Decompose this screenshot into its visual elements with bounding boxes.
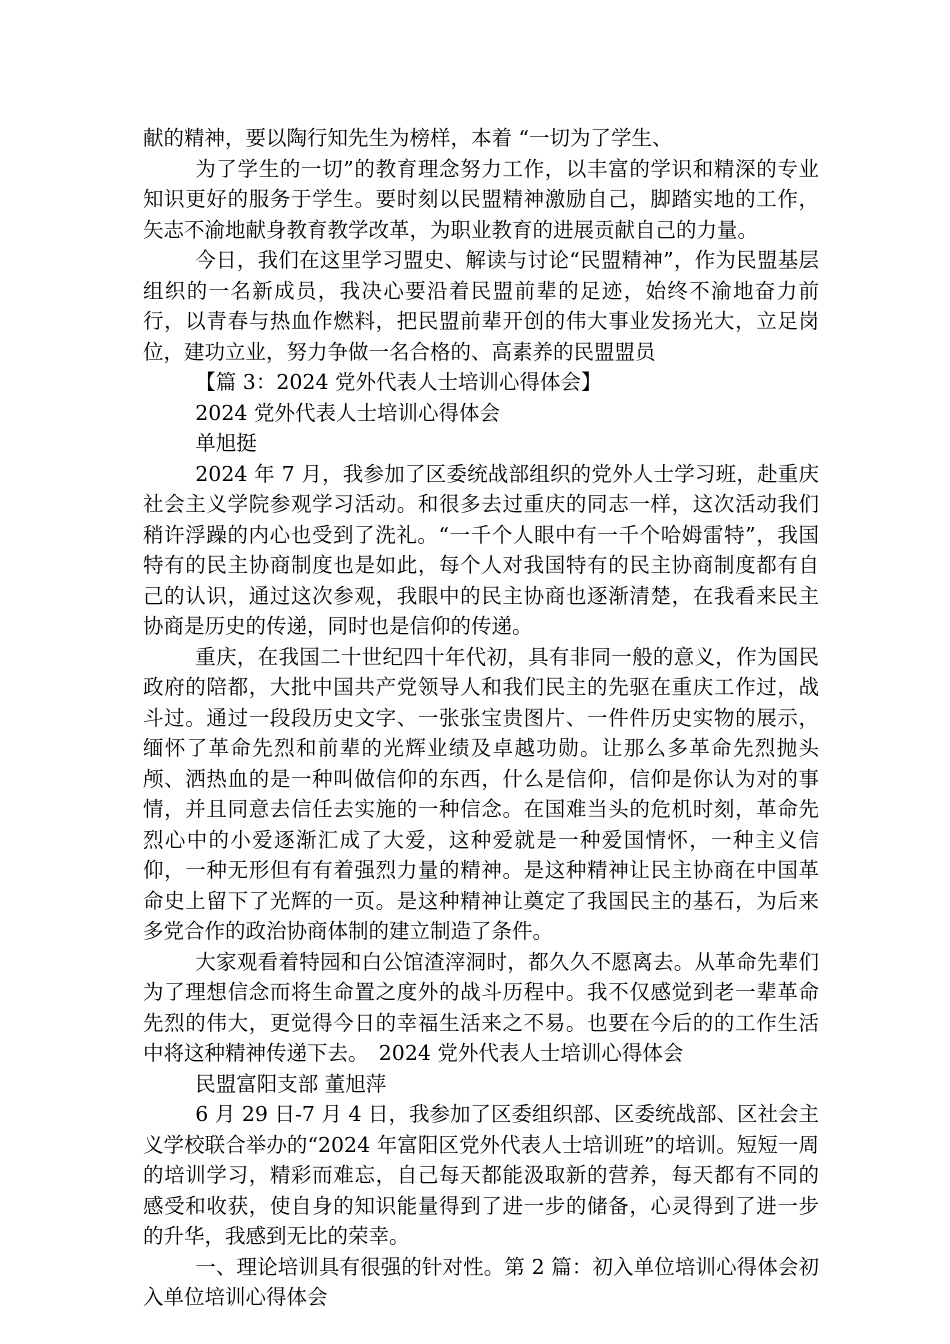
paragraph-continuation: 献的精神，要以陶行知先生为榜样，本着 “一切为了学生、 — [143, 126, 673, 150]
paragraph-league-spirit: 今日，我们在这里学习盟史、解读与讨论“民盟精神”，作为民盟基层组织的一名新成员，我决心要沿着民盟前辈的足迹，始终不渝地奋力前行，以青春与热血作燃料，把民盟前辈开创的伟大事业发扬光大，立足岗位，建功立业，努力争做一名合格的、高素养的民盟盟员 — [143, 248, 819, 364]
document-body — [143, 123, 819, 1313]
article-author-2: 民盟富阳支部 董旭萍 — [195, 1071, 387, 1096]
section-heading: 【篇 3：2024 党外代表人士培训心得体会】 — [195, 370, 602, 394]
paragraph-memorial-visit: 大家观看着特园和白公馆渣滓洞时，都久久不愿离去。从革命先辈们为了理想信念而将生命置之度外的战斗历程中。我不仅感觉到老一辈革命先烈的伟大，更觉得今日的幸福生活来之不易。也要在今后的的工作生活中将这种精神传递下去。 2024 党外代表人士培训心得体会 — [143, 949, 819, 1065]
article-title: 2024 党外代表人士培训心得体会 — [195, 400, 500, 425]
paragraph-training-class: 6 月 29 日-7 月 4 日，我参加了区委组织部、区委统战部、区社会主义学校联合举办的“2024 年富阳区党外代表人士培训班”的培训。短短一周的培训学习，精彩而难忘，自己每天都能汲取新的营养，每天都有不同的感受和收获，使自身的知识能量得到了进一步的储备，心灵得到了进一步的升华，我感到无比的荣幸。 — [143, 1102, 820, 1248]
paragraph-theory-training: 一、理论培训具有很强的针对性。第 2 篇：初入单位培训心得体会初入单位培训心得体会 — [143, 1254, 819, 1309]
article-author: 单旭挺 — [195, 431, 257, 455]
paragraph-chongqing-history: 重庆，在我国二十世纪四十年代初，具有非同一般的意义，作为国民政府的陪都，大批中国共产党领导人和我们民主的先驱在重庆工作过，战斗过。通过一段段历史文字、一张张宝贵图片、一件件历史实物的展示，缅怀了革命先烈和前辈的光辉业绩及卓越功勋。让那么多革命先烈抛头颅、洒热血的是一种叫做信仰的东西，什么是信仰，信仰是你认为对的事情，并且同意去信任去实施的一种信念。在国难当头的危机时刻，革命先烈心中的小爱逐渐汇成了大爱，这种爱就是一种爱国情怀，一种主义信仰，一种无形但有有着强烈力量的精神。是这种精神让民主协商在中国革命史上留下了光辉的一页。是这种精神让奠定了我国民主的基石，为后来多党合作的政治协商体制的建立制造了条件。 — [143, 644, 819, 943]
paragraph-chongqing-visit: 2024 年 7 月，我参加了区委统战部组织的党外人士学习班，赴重庆社会主义学院参观学习活动。和很多去过重庆的同志一样，这次活动我们稍许浮躁的内心也受到了洗礼。“一千个人眼中有一千个哈姆雷特”，我国特有的民主协商制度也是如此，每个人对我国特有的民主协商制度都有自己的认识，通过这次参观，我眼中的民主协商也逐渐清楚，在我看来民主协商是历史的传递，同时也是信仰的传递。 — [143, 461, 819, 638]
paragraph-education-ideal: 为了学生的一切”的教育理念努力工作，以丰富的学识和精深的专业知识更好的服务于学生。要时刻以民盟精神激励自己，脚踏实地的工作，矢志不渝地献身教育教学改革，为职业教育的进展贡献自己的力量。 — [143, 156, 819, 242]
